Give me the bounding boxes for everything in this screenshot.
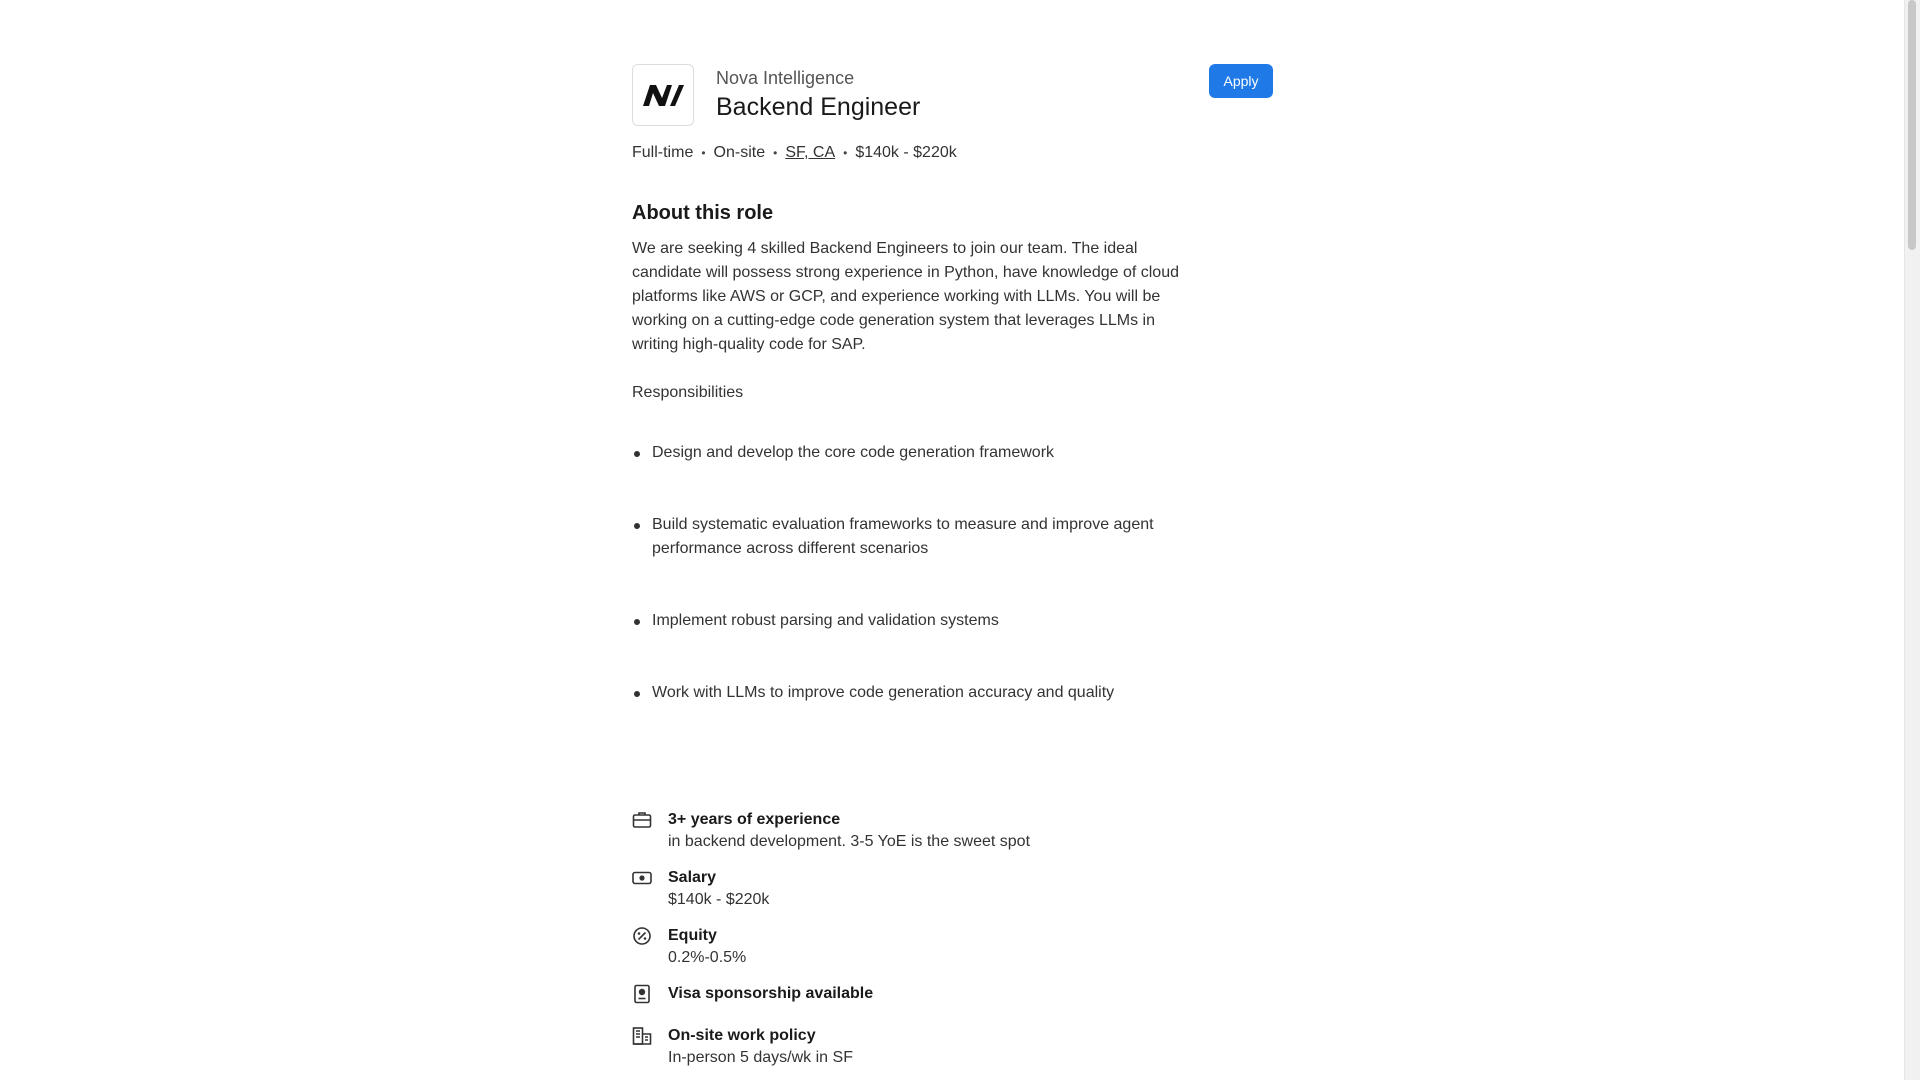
passport-icon	[632, 984, 652, 1004]
job-posting	[632, 64, 1273, 1083]
page-title: Backend Engineer	[716, 93, 921, 121]
separator-dot: •	[773, 146, 778, 160]
employment-type: Full-time	[632, 144, 694, 161]
building-icon	[632, 1026, 652, 1046]
scrollbar-thumb[interactable]	[1908, 0, 1916, 250]
apply-button[interactable]: Apply	[1209, 64, 1273, 98]
feature-subtitle: $140k - $220k	[668, 891, 770, 908]
about-heading: About this role	[632, 202, 774, 224]
job-highlights	[632, 809, 1273, 1069]
list-item: Design and develop the core code generation framework	[632, 441, 1202, 465]
salary-feature	[632, 867, 1273, 911]
job-header	[632, 64, 1273, 128]
feature-subtitle: In-person 5 days/wk in SF	[668, 1049, 853, 1066]
visa-feature	[632, 983, 1273, 1005]
location-link[interactable]: SF, CA	[785, 144, 836, 161]
equity-icon	[632, 926, 652, 946]
feature-title: 3+ years of experience	[668, 811, 841, 828]
company-name: Nova Intelligence	[716, 68, 855, 88]
feature-title: Salary	[668, 869, 717, 886]
feature-title: On-site work policy	[668, 1027, 816, 1044]
feature-subtitle: 0.2%-0.5%	[668, 949, 747, 966]
equity-feature	[632, 925, 1273, 969]
nova-logo-icon	[632, 64, 694, 126]
briefcase-icon	[632, 810, 652, 830]
responsibilities-heading: Responsibilities	[632, 384, 744, 401]
work-policy-feature	[632, 1025, 1273, 1069]
experience-feature	[632, 809, 1273, 853]
responsibilities-list	[632, 441, 1202, 705]
job-meta	[632, 142, 1273, 164]
page-scrollbar[interactable]	[1904, 0, 1920, 1080]
separator-dot: •	[843, 146, 848, 160]
list-item: Work with LLMs to improve code generation accuracy and quality	[632, 681, 1202, 705]
list-item: Implement robust parsing and validation systems	[632, 609, 1202, 633]
separator-dot: •	[701, 146, 706, 160]
money-icon	[632, 868, 652, 888]
role-description: We are seeking 4 skilled Backend Engineers to join our team. The ideal candidate will possess strong experience in Python, have knowledge of cloud platforms like AWS or GCP, and experience working with LLMs. You will be working on a cutting-edge code generation system that leverages LLMs in writing high-quality code for SAP.	[632, 240, 1179, 353]
feature-subtitle: in backend development. 3-5 YoE is the sweet spot	[668, 833, 1031, 850]
work-mode: On-site	[713, 144, 766, 161]
feature-title: Visa sponsorship available	[668, 985, 874, 1002]
list-item: Build systematic evaluation frameworks to measure and improve agent performance across different scenarios	[632, 513, 1202, 561]
salary-range: $140k - $220k	[855, 144, 957, 161]
feature-title: Equity	[668, 927, 717, 944]
